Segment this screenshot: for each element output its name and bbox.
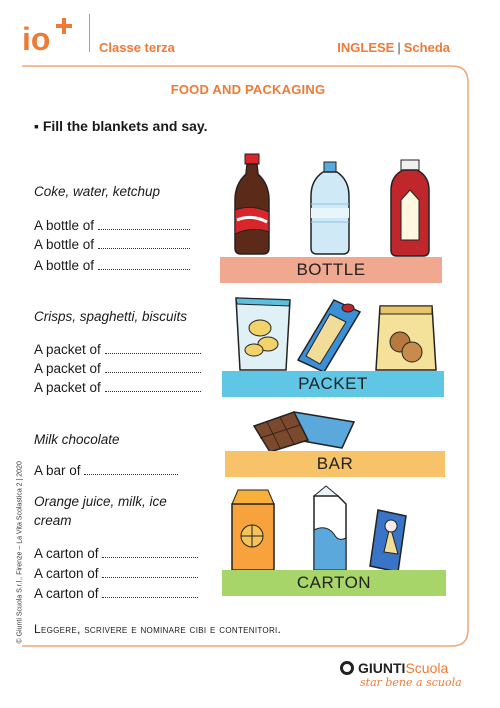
fill-line-bar-1[interactable] — [34, 463, 178, 478]
sheet-label: Scheda — [403, 40, 450, 55]
fill-line-packet-3[interactable] — [34, 380, 201, 395]
brand-name — [340, 660, 470, 676]
grade-label: Classe terza — [99, 40, 175, 55]
blank[interactable] — [98, 260, 190, 270]
fill-line-prefix: A carton of — [34, 546, 99, 561]
shelf-carton: CARTON — [222, 570, 446, 596]
fill-line-packet-2[interactable] — [34, 361, 201, 376]
shelf-packet: PACKET — [222, 371, 444, 397]
blank[interactable] — [98, 239, 190, 249]
group-label-cartons-2: cream — [34, 513, 72, 528]
group-label-packets: Crisps, spaghetti, biscuits — [34, 309, 188, 324]
brand-tagline: star bene a scuola — [360, 676, 462, 689]
biscuits-packet-icon — [376, 306, 436, 370]
chocolate-bar-icon — [254, 412, 354, 452]
shelf-bottle: BOTTLE — [220, 257, 442, 283]
group-label-cartons-1: Orange juice, milk, ice — [34, 494, 167, 509]
fill-line-prefix: A bottle of — [34, 218, 95, 233]
ketchup-bottle-icon — [391, 160, 429, 256]
fill-line-prefix: A carton of — [34, 566, 99, 581]
blank[interactable] — [102, 588, 198, 598]
coke-bottle-icon — [235, 154, 269, 254]
giunti-g-icon — [340, 661, 354, 675]
fill-line-prefix: A packet of — [34, 342, 101, 357]
blank[interactable] — [102, 548, 198, 558]
blank[interactable] — [105, 382, 201, 392]
crisps-packet-icon — [236, 298, 290, 370]
spaghetti-packet-icon — [298, 300, 360, 372]
fill-line-carton-1[interactable] — [34, 546, 198, 561]
milk-carton-icon — [314, 486, 346, 570]
fill-line-bottle-1[interactable] — [34, 218, 190, 233]
fill-line-prefix: A bottle of — [34, 258, 95, 273]
water-bottle-icon — [311, 162, 349, 254]
giunti-scuola-logo — [340, 660, 470, 689]
group-label-bottles: Coke, water, ketchup — [34, 184, 161, 199]
page-title: FOOD AND PACKAGING — [170, 82, 326, 97]
chocolate-bar-illustration — [250, 408, 360, 454]
blank[interactable] — [98, 220, 190, 230]
fill-line-packet-1[interactable] — [34, 342, 201, 357]
instruction: ▪ Fill the blankets and say. — [34, 118, 208, 134]
blank[interactable] — [105, 344, 201, 354]
blank[interactable] — [102, 568, 198, 578]
shelf-bar: BAR — [225, 451, 445, 477]
fill-line-prefix: A carton of — [34, 586, 99, 601]
ice-cream-carton-icon — [370, 510, 406, 572]
fill-line-carton-2[interactable] — [34, 566, 198, 581]
svg-text:io: io — [22, 21, 51, 54]
copyright-notice: © Giunti Scuola S.r.l., Firenze – La Vita Scolastica 2 | 2020 — [16, 461, 24, 644]
brand-name-a: GIUNTI — [358, 660, 406, 676]
brand-name-b: Scuola — [405, 660, 449, 676]
fill-line-prefix: A bar of — [34, 463, 81, 478]
fill-line-bottle-3[interactable] — [34, 258, 190, 273]
fill-line-carton-3[interactable] — [34, 586, 198, 601]
fill-line-prefix: A packet of — [34, 361, 101, 376]
fill-line-bottle-2[interactable] — [34, 237, 190, 252]
orange-juice-carton-icon — [232, 490, 274, 570]
fill-line-prefix: A bottle of — [34, 237, 95, 252]
subject-separator: | — [397, 40, 401, 55]
bottles-illustration — [225, 152, 445, 258]
cartons-illustration — [228, 484, 448, 572]
learning-objective: Leggere, scrivere e nominare cibi e contenitori. — [34, 622, 282, 636]
fill-line-prefix: A packet of — [34, 380, 101, 395]
subject-name: INGLESE — [337, 40, 395, 55]
blank[interactable] — [105, 363, 201, 373]
group-label-bar: Milk chocolate — [34, 432, 120, 447]
packets-illustration — [228, 294, 448, 374]
blank[interactable] — [84, 465, 178, 475]
